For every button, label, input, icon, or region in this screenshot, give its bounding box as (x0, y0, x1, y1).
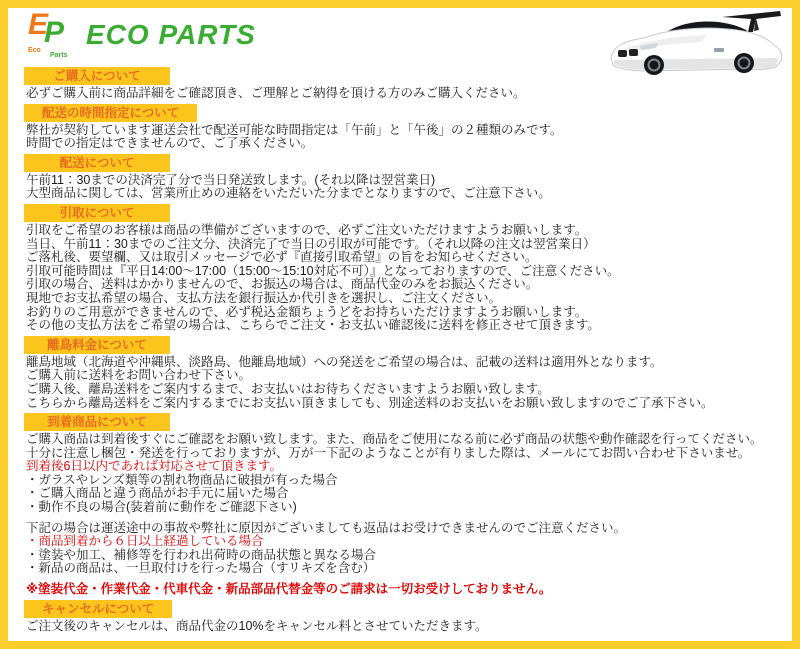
text-line: こちらから離島送料をご案内するまでにお支払い頂きましても、別途送料のお支払いをお願い致しますのでご了承下さい。 (26, 395, 714, 410)
section-delivery-time (20, 101, 780, 151)
text-line: 時間での指定はできませんので、ご了承ください。 (26, 136, 314, 151)
logo-letter-e: E (28, 8, 49, 41)
logo-letter-p: P (44, 16, 65, 49)
text-line: 大型商品に関しては、営業所止めの連絡をいただいた分までとなりますので、ご注意下さい。 (26, 186, 551, 201)
text-line: ご購入商品は到着後すぐにご確認をお願い致します。また、商品をご使用になる前に必ず商品の状態や動作確認を行ってください。 (26, 432, 763, 447)
section-title-remote-island-fee: 離島料金について (24, 336, 170, 354)
section-arrived-goods (20, 410, 780, 597)
text-line-warning: ※塗装代金・作業代金・代車代金・新品部品代替金等のご請求は一切お受けしておりません。 (26, 582, 552, 597)
section-title-purchase: ご購入について (24, 67, 170, 85)
brand-name: ECO PARTS (86, 19, 256, 50)
text-line: その他の支払方法をご希望の場合は、こちらでご注文・お支払い確認後に送料を修正させて頂きます。 (26, 318, 600, 333)
text-line: 離島地域（北海道や沖縄県、淡路島、他離島地域）への発送をご希望の場合は、記載の送料は適用外となります。 (26, 354, 663, 369)
section-pickup (20, 201, 780, 333)
text-line: ご落札後、要望欄、又は取引メッセージで必ず『直接引取希望』の旨をお知らせください。 (26, 250, 538, 265)
bullet-line: ・動作不良の場合(装着前に動作をご確認下さい) (26, 500, 297, 515)
sports-car-image (606, 8, 788, 76)
text-line: 引取の場合、送料はかかりませんので、お振込の場合は、商品代金のみをお振込ください。 (26, 277, 539, 292)
text-line: 必ずご購入前に商品詳細をご確認頂き、ご理解とご納得を頂ける方のみご購入ください。 (26, 86, 526, 100)
text-line: お釣りのご用意ができませんので、必ず税込金額ちょうどをお持ちいただけますようお願いします。 (26, 304, 588, 319)
text-line: 十分に注意し梱包・発送を行っておりますが、万が一下記のようなことが有りました際は、メールにてお問い合わせ下さいませ。 (26, 445, 751, 460)
logo-sub-eco: Eco (28, 47, 41, 54)
logo-sub-parts: Parts (50, 52, 68, 59)
text-line: 下記の場合は運送途中の事故や弊社に原因がございましても返品はお受けできませんのでご注意ください。 (26, 520, 627, 535)
section-title-shipping: 配送について (24, 154, 170, 172)
text-line: ご購入前に送料をお問い合わせ下さい。 (26, 368, 252, 383)
text-line: 午前11：30までの決済完了分で当日発送致します。(それ以降は翌営業日) (26, 172, 436, 187)
section-cancellation (20, 597, 780, 634)
bullet-line: ・塗装や加工、補修等を行われ出荷時の商品状態と異なる場合 (26, 547, 377, 562)
text-line: 引取をご希望のお客様は商品の準備がございますので、必ずご注文いただけますようお願いします。 (26, 222, 588, 237)
text-line: 当日、午前11：30までのご注文分、決済完了で当日の引取が可能です。（それ以降の注文は翌営業日） (26, 236, 596, 251)
text-line: ご注文後のキャンセルは、商品代金の10%をキャンセル料とさせていただきます。 (26, 618, 488, 633)
section-shipping (20, 151, 780, 201)
section-title-pickup: 引取について (24, 204, 170, 222)
text-line: ご購入後、離島送料をご案内するまで、お支払いはお待ちくださいますようお願い致します。 (26, 381, 550, 396)
info-sections (8, 64, 792, 633)
text-line: 弊社が契約しています運送会社で配送可能な時間指定は「午前」と「午後」の２種類のみです。 (26, 122, 563, 137)
section-remote-island-fee (20, 333, 780, 410)
bullet-line: ・ご購入商品と違う商品がお手元に届いた場合 (26, 486, 289, 501)
bullet-line: ・新品の商品は、一旦取付けを行った場合（すリキズを含む） (26, 561, 376, 576)
text-line-alert: 到着後6日以内であれば対応させて頂きます。 (26, 459, 282, 474)
text-line: 現地でお支払希望の場合、支払方法を銀行振込か代引きを選択し、ご注文ください。 (26, 290, 502, 305)
page-header (8, 8, 792, 64)
section-title-arrived-goods: 到着商品について (24, 413, 170, 431)
ecoparts-logo-mark-icon (28, 8, 76, 59)
section-title-delivery-time: 配送の時間指定について (24, 104, 197, 122)
bullet-line-alert: ・商品到着から６日以上経過している場合 (26, 534, 264, 549)
section-title-cancellation: キャンセルについて (24, 600, 172, 618)
text-line: 引取可能時間は『平日14:00〜17:00（15:00〜15:10対応不可）』となっておりますので、ご注意ください。 (26, 263, 620, 278)
bullet-line: ・ガラスやレンズ類等の割れ物商品に破損が有った場合 (26, 472, 338, 487)
